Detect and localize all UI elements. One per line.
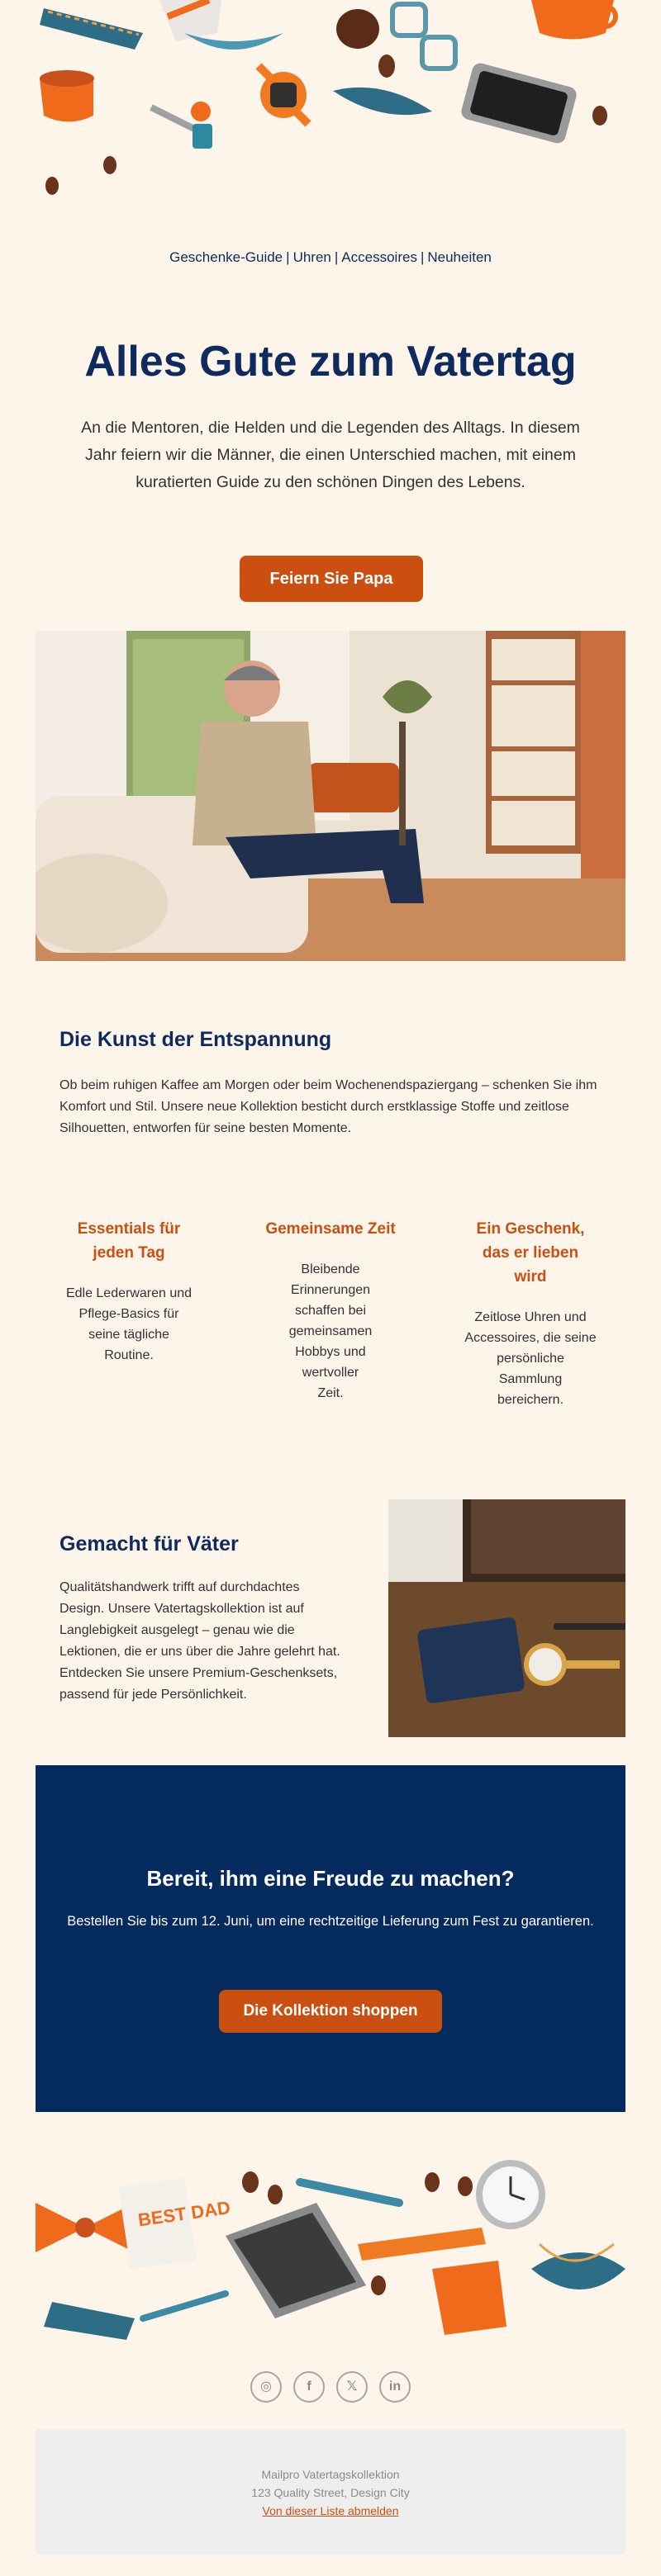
feature-title: Gemeinsame Zeit bbox=[265, 1220, 396, 1238]
crafted-heading: Gemacht für Väter bbox=[59, 1532, 239, 1556]
feature-title: Ein Geschenk, das er lieben wird bbox=[476, 1220, 585, 1286]
feature-column bbox=[464, 1217, 597, 1410]
footer bbox=[36, 2429, 625, 2555]
watch-illustration bbox=[259, 66, 308, 124]
crafted-text: Qualitätshandwerk trifft auf durchdachtes Design. Unsere Vatertagskollektion ist auf Langlebigkeit ausgelegt – genau wie die Lektionen, die er uns über die Jahre gelehrt hat. Entdecken Sie unsere Premium-Geschenksets, passend für jede Persönlichkeit. bbox=[59, 1580, 340, 1702]
footer-company: Mailpro Vatertagskollektion bbox=[261, 2468, 400, 2481]
key-illustration bbox=[151, 102, 212, 149]
bow-tie-illustration bbox=[36, 2203, 135, 2252]
mug-text: BEST DAD bbox=[136, 2197, 232, 2231]
footer-illustration bbox=[36, 2145, 625, 2340]
wallet-watch-photo bbox=[388, 1499, 625, 1737]
nav-separator: | bbox=[420, 249, 425, 265]
mug-illustration bbox=[531, 0, 616, 40]
instagram-icon[interactable]: ◎ bbox=[250, 2371, 282, 2403]
feature-column bbox=[63, 1217, 195, 1366]
nav-separator: | bbox=[334, 249, 339, 265]
relaxation-heading: Die Kunst der Entspannung bbox=[59, 1028, 332, 1051]
feature-text: Bleibende Erinnerungen schaffen bei gemeinsamen Hobbys und wertvoller Zeit. bbox=[288, 1262, 373, 1400]
nav-separator: | bbox=[286, 249, 290, 265]
nav-link-accessories[interactable]: Accessoires bbox=[341, 249, 417, 265]
coffee-cup-illustration bbox=[40, 70, 94, 122]
banner-heading: Bereit, ihm eine Freude zu machen? bbox=[146, 1866, 515, 1891]
nav-link-gift-guide[interactable]: Geschenke-Guide bbox=[169, 249, 283, 265]
banner-text: Bestellen Sie bis zum 12. Juni, um eine rechtzeitige Lieferung zum Fest zu garantieren. bbox=[67, 1914, 594, 1929]
nav-link-new-arrivals[interactable]: Neuheiten bbox=[427, 249, 492, 265]
social-links bbox=[0, 2371, 661, 2403]
watch-illustration bbox=[476, 2160, 545, 2229]
footer-address: 123 Quality Street, Design City bbox=[251, 2486, 410, 2499]
celebrate-dad-button[interactable]: Feiern Sie Papa bbox=[240, 556, 423, 602]
hero-photo-man-on-sofa bbox=[36, 631, 625, 961]
facebook-icon[interactable]: f bbox=[293, 2371, 325, 2403]
top-navigation bbox=[0, 249, 661, 266]
pineapple-leaf-illustration bbox=[531, 2244, 625, 2290]
glasses-illustration bbox=[392, 4, 455, 69]
cup-illustration bbox=[432, 2261, 506, 2335]
leaf-illustration bbox=[184, 33, 432, 115]
laptop-illustration bbox=[226, 2203, 366, 2318]
tie-illustration bbox=[40, 8, 143, 50]
feature-text: Edle Lederwaren und Pflege-Basics für seine tägliche Routine. bbox=[65, 1286, 193, 1362]
nav-link-watches[interactable]: Uhren bbox=[292, 249, 331, 265]
shop-collection-button[interactable]: Die Kollektion shoppen bbox=[219, 1990, 442, 2033]
cta-banner bbox=[36, 1765, 625, 2112]
phone-illustration bbox=[459, 61, 578, 144]
mug-illustration bbox=[118, 2178, 231, 2269]
header-illustration bbox=[36, 0, 625, 198]
unsubscribe-link[interactable]: Von dieser Liste abmelden bbox=[262, 2504, 399, 2517]
feature-text: Zeitlose Uhren und Accessoires, die seine persönliche Sammlung bereichern. bbox=[464, 1310, 597, 1407]
intro-text: An die Mentoren, die Helden und die Legenden des Alltags. In diesem Jahr feiern wir die Männer, die einen Unterschied machen, mit einem kuratierten Guide zu den schönen Dingen des Lebens. bbox=[81, 419, 580, 491]
page-title: Alles Gute zum Vatertag bbox=[84, 338, 577, 386]
feature-title: Essentials für jeden Tag bbox=[77, 1220, 181, 1262]
linkedin-icon[interactable]: in bbox=[379, 2371, 411, 2403]
relaxation-text: Ob beim ruhigen Kaffee am Morgen oder beim Wochenendspaziergang – schenken Sie ihm Komfort und Stil. Unsere neue Kollektion besticht durch erstklassige Stoffe und zeitlose Silhouetten, entworfen für seine besten Momente. bbox=[59, 1078, 597, 1135]
x-icon[interactable]: 𝕏 bbox=[336, 2371, 368, 2403]
feature-column bbox=[264, 1217, 397, 1404]
